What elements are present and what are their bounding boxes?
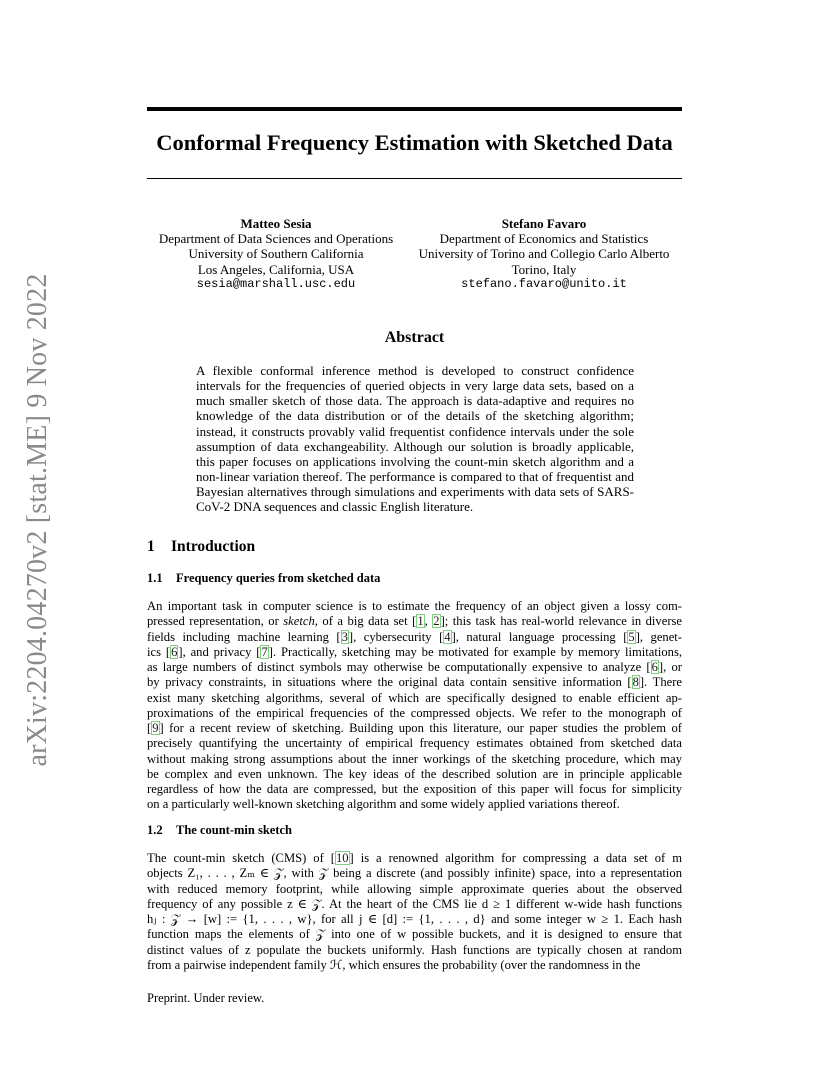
subsection-number: 1.2	[147, 823, 163, 837]
text-line: be complex and even unknown. The key ideas of the described solution are in principle applicable	[147, 766, 682, 781]
title-bottom-rule	[147, 178, 682, 179]
text-line: [9] for a recent review of sketching. Building upon this literature, our paper studies the problem of	[147, 721, 682, 735]
text-line: from a pairwise independent family ℋ, which ensures the probability (over the randomness in the	[147, 957, 641, 972]
text-line: regardless of how the data are compressed, but the exposition of this paper will focus for simplicity	[147, 782, 682, 796]
subsection-heading-count-min-sketch	[147, 823, 292, 838]
citation-link[interactable]: 7	[261, 644, 268, 659]
title-top-rule	[147, 107, 682, 111]
citation-link[interactable]: 6	[171, 644, 178, 659]
paper-title: Conformal Frequency Estimation with Sketched Data	[156, 130, 673, 155]
text-line: ics [6], and privacy [7]. Practically, sketching may be motivated for example by memory limitations,	[147, 644, 683, 659]
citation-link[interactable]: 9	[152, 721, 159, 735]
text-line: without making strong assumptions about the inner workings of the sketching procedure, which may	[147, 751, 682, 766]
text-line: proximations of the empirical frequencies of the compressed objects. We refer to the monograph of	[147, 705, 682, 720]
subsection-number: 1.1	[147, 571, 163, 585]
text-line: An important task in computer science is to estimate the frequency of an object given a lossy com-	[147, 599, 682, 613]
text-line: exist many sketching algorithms, several of which are specifically designed to enable efficient ap-	[147, 690, 682, 705]
emphasis-text: sketch	[283, 614, 315, 629]
author-block-1	[150, 216, 402, 292]
text-line: hⱼ : 𝒵 → [w] := {1, . . . , w}, for all j ∈ [d] := {1, . . . , d} and some integer w ≥ 1. Each hash	[147, 912, 682, 926]
citation-link[interactable]: 4	[444, 629, 451, 644]
author-institution: University of Torino and Collegio Carlo Alberto	[418, 246, 670, 262]
author-email[interactable]: sesia@marshall.usc.edu	[196, 276, 356, 291]
text-line: fields including machine learning [3], cybersecurity [4], natural language processing [5], genet-	[147, 629, 682, 644]
section-title: Introduction	[171, 538, 256, 555]
count-min-paragraph	[147, 851, 682, 973]
preprint-footer: Preprint. Under review.	[147, 991, 265, 1005]
text-line: function maps the elements of 𝒵 into one of w possible buckets, and it is designed to ensure that	[147, 927, 682, 942]
citation-link[interactable]: 8	[632, 675, 639, 690]
author-name: Matteo Sesia	[240, 216, 312, 231]
citation-link[interactable]: 2	[433, 614, 440, 629]
text-line: pressed representation, or sketch, of a big data set [1, 2]; this task has real-world relevance in diverse	[147, 614, 683, 629]
text-line: with reduced memory footprint, while allowing simple approximate queries about the observed	[147, 881, 682, 896]
author-department: Department of Economics and Statistics	[439, 231, 649, 247]
arxiv-id-text: arXiv:2204.04270v2 [stat.ME] 9 Nov 2022	[22, 273, 53, 767]
text-line: by privacy constraints, in situations where the original data contain sensitive information [8]. There	[147, 675, 682, 690]
section-number: 1	[147, 538, 155, 555]
author-institution: University of Southern California	[188, 246, 364, 262]
arxiv-side-identifier	[18, 273, 58, 767]
author-block-2	[410, 216, 678, 292]
citation-link[interactable]: 10	[335, 851, 349, 865]
abstract-text: A flexible conformal inference method is developed to construct confidence intervals for the frequencies of queried objects in very large data sets, based on a much smaller sketch of those data. The approach is data-adaptive and requires no knowledge of the data distribution or of the details of the sketching algorithm; instead, it constructs provably valid frequentist confidence intervals under the sole assumption of data exchangeability. Although our solution is broadly applicable, this paper focuses on applications involving the count-min sketch algorithm and a non-linear variation thereof. The performance is compared to that of frequentist and Bayesian alternatives through simulations and experiments with data sets of SARS-CoV-2 DNA sequences and classic English literature.	[196, 363, 634, 515]
author-department: Department of Data Sciences and Operations	[158, 231, 394, 247]
text-line: objects Z₁, . . . , Zₘ ∈ 𝒵, with 𝒵 being a discrete (and possibly infinite) space, into a representation	[147, 866, 682, 881]
text-line: distinct values of z populate the buckets uniformly. Hash functions are typically chosen at random	[147, 942, 682, 957]
author-email[interactable]: stefano.favaro@unito.it	[461, 276, 627, 291]
citation-link[interactable]: 6	[651, 660, 658, 674]
citation-link[interactable]: 5	[628, 629, 635, 644]
section-heading-introduction	[147, 538, 255, 556]
citation-link[interactable]: 3	[341, 629, 348, 644]
author-location: Torino, Italy	[511, 261, 577, 277]
subsection-title: The count-min sketch	[176, 823, 292, 837]
subsection-heading-frequency-queries	[147, 571, 380, 586]
text-line: as large numbers of distinct symbols may otherwise be computationally expensive to analyze [6], or	[147, 660, 683, 674]
author-location: Los Angeles, California, USA	[197, 261, 355, 277]
subsection-title: Frequency queries from sketched data	[176, 571, 381, 585]
text-line: precisely quantifying the uncertainty of empirical frequency estimates obtained from sketched data	[147, 736, 682, 751]
text-line: on a particularly well-known sketching algorithm and some widely applied variations thereof.	[147, 797, 620, 812]
text-line: frequency of any possible z ∈ 𝒵. At the heart of the CMS lie d ≥ 1 different w-wide hash functions	[147, 896, 682, 911]
citation-link[interactable]: 1	[417, 614, 424, 629]
text-line: The count-min sketch (CMS) of [10] is a renowned algorithm for compressing a data set of m	[147, 851, 682, 865]
author-name: Stefano Favaro	[501, 216, 587, 231]
introduction-paragraph-1	[147, 599, 682, 813]
abstract-heading: Abstract	[384, 329, 445, 346]
